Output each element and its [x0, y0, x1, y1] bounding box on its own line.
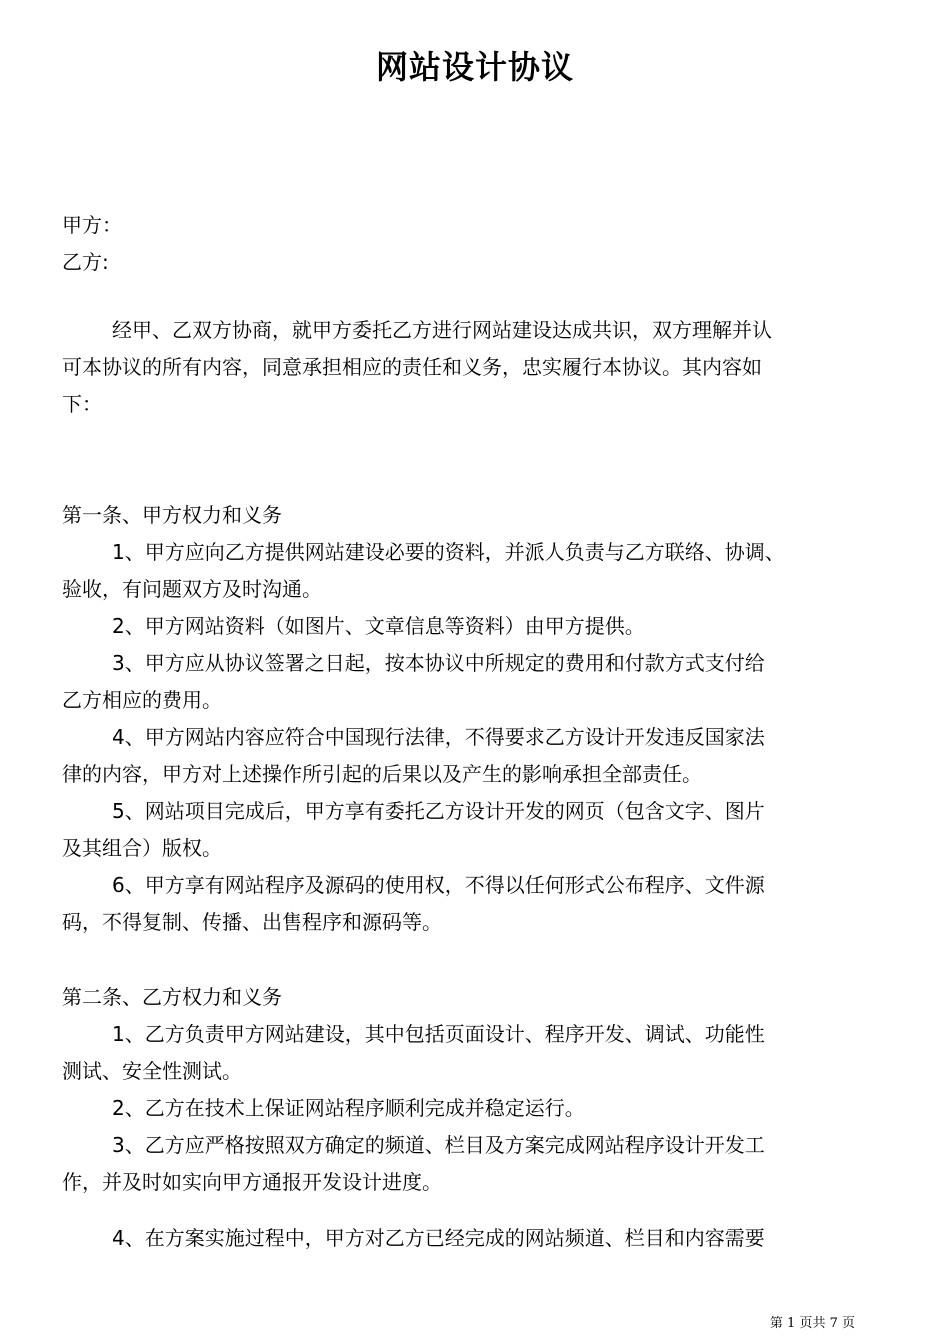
article-1-line: 及其组合）版权。: [62, 836, 222, 860]
article-2-line: 测试、安全性测试。: [62, 1059, 242, 1083]
party-b-label: 乙方:: [62, 250, 109, 274]
party-a-label: 甲方：: [62, 213, 122, 237]
article-1-line: 乙方相应的费用。: [62, 688, 222, 712]
article-1-line: 2、甲方网站资料（如图片、文章信息等资料）由甲方提供。: [112, 614, 645, 638]
article-2-line: 3、乙方应严格按照双方确定的频道、栏目及方案完成网站程序设计开发工: [112, 1133, 765, 1157]
article-1-line: 1、甲方应向乙方提供网站建设必要的资料，并派人负责与乙方联络、协调、: [112, 540, 785, 564]
intro-line: 下：: [62, 392, 102, 416]
intro-line: 经甲、乙双方协商，就甲方委托乙方进行网站建设达成共识，双方理解并认: [112, 318, 772, 342]
article-2-line: 4、在方案实施过程中，甲方对乙方已经完成的网站频道、栏目和内容需要: [112, 1226, 765, 1250]
article-1-line: 码，不得复制、传播、出售程序和源码等。: [62, 910, 442, 934]
document-title: 网站设计协议: [375, 48, 574, 86]
article-1-line: 5、网站项目完成后，甲方享有委托乙方设计开发的网页（包含文字、图片: [112, 799, 765, 823]
article-1-line: 4、甲方网站内容应符合中国现行法律，不得要求乙方设计开发违反国家法: [112, 725, 765, 749]
article-1-heading: 第一条、甲方权力和义务: [62, 503, 282, 527]
intro-line: 可本协议的所有内容，同意承担相应的责任和义务，忠实履行本协议。其内容如: [62, 355, 762, 379]
article-2-line: 2、乙方在技术上保证网站程序顺利完成并稳定运行。: [112, 1096, 585, 1120]
article-1-line: 律的内容，甲方对上述操作所引起的后果以及产生的影响承担全部责任。: [62, 762, 702, 786]
article-2-line: 1、乙方负责甲方网站建设，其中包括页面设计、程序开发、调试、功能性: [112, 1022, 765, 1046]
article-2-line: 作，并及时如实向甲方通报开发设计进度。: [62, 1170, 442, 1194]
page-number-footer: 第 1 页共 7 页: [769, 1316, 855, 1331]
article-1-line: 验收，有问题双方及时沟通。: [62, 577, 322, 601]
article-2-heading: 第二条、乙方权力和义务: [62, 985, 282, 1009]
article-1-line: 3、甲方应从协议签署之日起，按本协议中所规定的费用和付款方式支付给: [112, 651, 765, 675]
article-1-line: 6、甲方享有网站程序及源码的使用权，不得以任何形式公布程序、文件源: [112, 873, 765, 897]
